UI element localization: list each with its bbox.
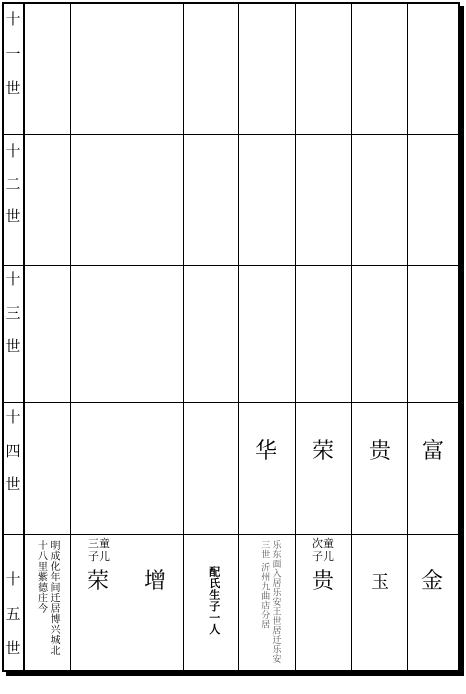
row-divider xyxy=(2,265,460,266)
generation-label-13: 十 三 世 xyxy=(5,270,21,355)
column-divider xyxy=(238,2,239,672)
gui-rank-note: 次童 子儿 xyxy=(312,537,334,564)
column-divider xyxy=(70,2,71,672)
gen15-name-jin: 金 xyxy=(421,569,444,594)
frame-shadow-bottom xyxy=(6,672,464,676)
rong-rank-note: 三童 子儿 xyxy=(88,537,110,564)
gen14-name-hua: 华 xyxy=(255,439,278,464)
spouse-note: 配氏生子一人 xyxy=(207,566,221,635)
row-divider xyxy=(2,402,460,403)
column-divider xyxy=(183,2,184,672)
generation-label-11: 十 一 世 xyxy=(5,10,21,97)
migration-note-le-an: 乐东面入居乐安王世居迁乐安 三世 沂州九曲店分居 xyxy=(259,540,281,664)
column-divider xyxy=(295,2,296,672)
column-divider xyxy=(407,2,408,672)
column-divider xyxy=(351,2,352,672)
generation-label-15: 十 五 世 xyxy=(5,570,21,657)
generation-label-12: 十 二 世 xyxy=(5,142,21,225)
row-divider xyxy=(2,534,460,535)
column-divider xyxy=(23,2,25,672)
gen15-name-gui: 贵 xyxy=(312,569,335,594)
gen14-name-rong: 荣 xyxy=(312,439,335,464)
gen15-name-yu: 玉 xyxy=(371,572,389,593)
gen15-name-rong: 荣 xyxy=(87,569,110,594)
generation-label-14: 十 四 世 xyxy=(5,408,21,493)
gen14-name-fu: 富 xyxy=(422,439,445,464)
frame-shadow-right xyxy=(460,6,464,676)
row-divider xyxy=(2,134,460,135)
gen14-name-gui: 贵 xyxy=(369,439,392,464)
migration-note-ming: 明成化年间迁居博兴城北 十八里紫德庄今 xyxy=(35,540,59,656)
gen15-name-zeng: 增 xyxy=(144,569,167,594)
